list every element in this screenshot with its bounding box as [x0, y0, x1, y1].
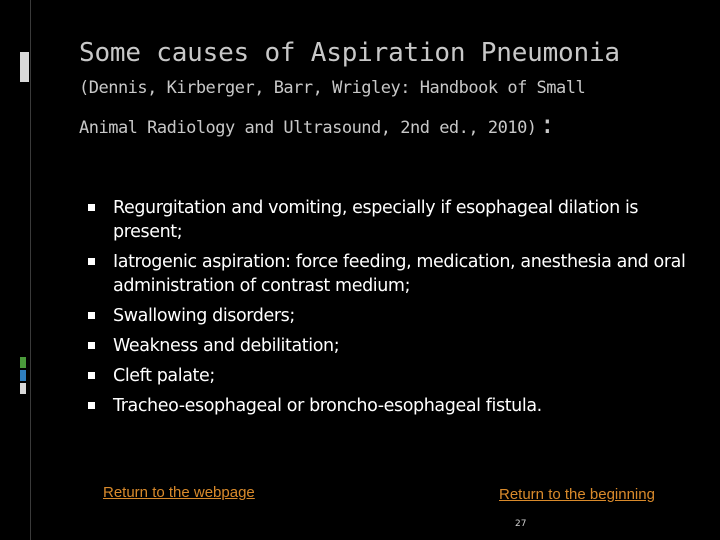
- bullet-square-icon: [88, 372, 95, 379]
- list-item: [88, 304, 688, 328]
- decorative-vertical-line: [30, 0, 31, 540]
- return-to-webpage-link[interactable]: Return to the webpage: [103, 484, 255, 501]
- slide-subtitle-line-1: (Dennis, Kirberger, Barr, Wrigley: Handbook of Small: [79, 78, 586, 98]
- list-item-text: Swallowing disorders;: [113, 306, 295, 326]
- list-item-text: Iatrogenic aspiration: force feeding, medication, anesthesia and oral administration of contrast medium;: [113, 252, 686, 296]
- bullet-square-icon: [88, 402, 95, 409]
- list-item: [88, 250, 688, 298]
- subtitle-colon: :: [539, 110, 555, 140]
- list-item: [88, 334, 688, 358]
- decorative-green-square: [20, 357, 26, 368]
- slide-title: Some causes of Aspiration Pneumonia: [79, 38, 620, 68]
- list-item: [88, 364, 688, 388]
- decorative-gray-square: [20, 383, 26, 394]
- list-item: [88, 196, 688, 244]
- decorative-block: [20, 52, 29, 82]
- list-item-text: Tracheo-esophageal or broncho-esophageal fistula.: [113, 396, 542, 416]
- subtitle-citation-text: Animal Radiology and Ultrasound, 2nd ed., 2010): [79, 118, 537, 138]
- return-to-beginning-link[interactable]: Return to the beginning: [499, 486, 655, 503]
- list-item-text: Regurgitation and vomiting, especially if esophageal dilation is present;: [113, 198, 639, 242]
- bullet-square-icon: [88, 312, 95, 319]
- list-item-text: Weakness and debilitation;: [113, 336, 340, 356]
- bullet-square-icon: [88, 342, 95, 349]
- list-item: [88, 394, 688, 418]
- bullet-square-icon: [88, 204, 95, 211]
- slide-subtitle-line-2: [79, 110, 555, 140]
- bullet-square-icon: [88, 258, 95, 265]
- page-number: 27: [515, 519, 527, 529]
- causes-list: [88, 196, 688, 424]
- list-item-text: Cleft palate;: [113, 366, 215, 386]
- decorative-blue-square: [20, 370, 26, 381]
